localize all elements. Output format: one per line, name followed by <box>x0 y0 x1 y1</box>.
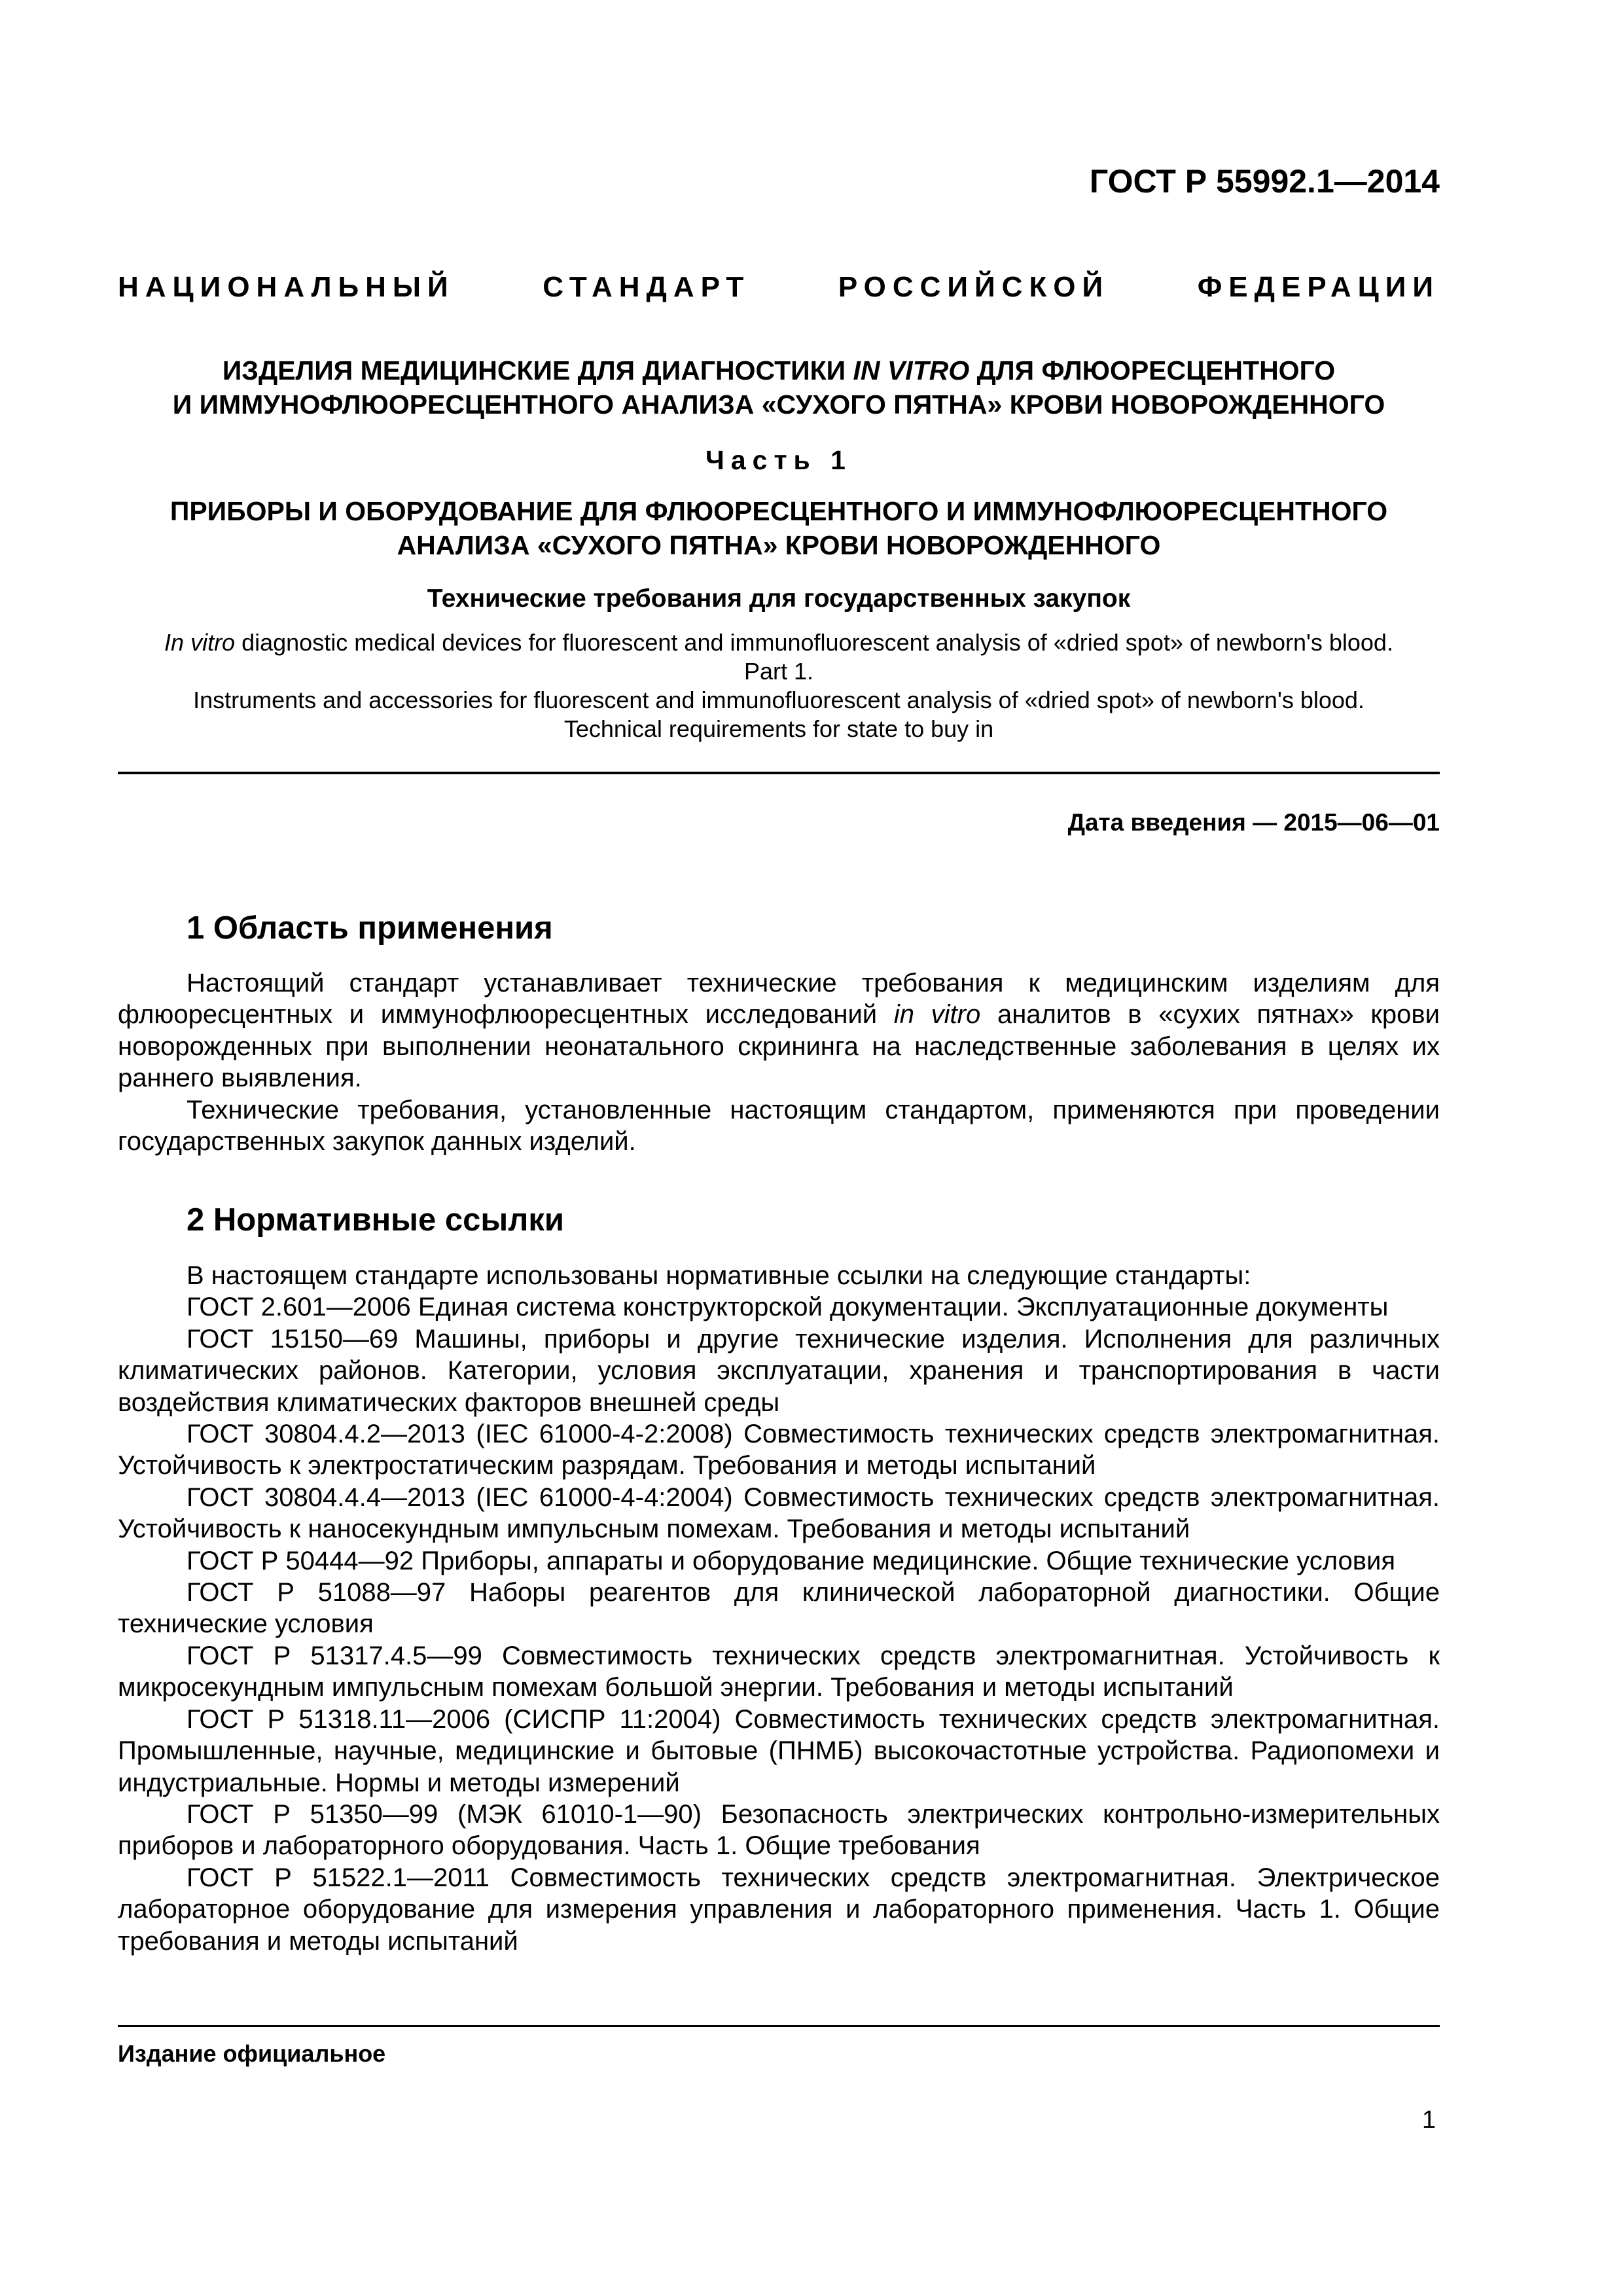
title-line-1: ИЗДЕЛИЯ МЕДИЦИНСКИЕ ДЛЯ ДИАГНОСТИКИ IN VITRO ДЛЯ ФЛЮОРЕСЦЕНТНОГО <box>222 355 1336 386</box>
part-title-line-2: АНАЛИЗА «СУХОГО ПЯТНА» КРОВИ НОВОРОЖДЕННОГО <box>397 530 1161 560</box>
reference-paragraph: ГОСТ Р 51350—99 (МЭК 61010-1—90) Безопасность электрических контрольно-измерительных приборов и лабораторного оборудования. Часть 1. Общие требования <box>118 1799 1440 1861</box>
english-title <box>118 628 1440 744</box>
reference-paragraph: ГОСТ 30804.4.4—2013 (IEC 61000-4-4:2004) Совместимость технических средств электромагнитная. Устойчивость к наносекундным импульсным помехам. Требования и методы испытаний <box>118 1482 1440 1544</box>
part-label: Часть 1 <box>705 445 852 475</box>
introduction-date: Дата введения — 2015—06—01 <box>1067 809 1440 836</box>
english-line-1: In vitro diagnostic medical devices for fluorescent and immunofluorescent analysis of «dried spot» of newborn's blood. <box>164 629 1393 656</box>
reference-paragraph: В настоящем стандарте использованы нормативные ссылки на следующие стандарты: <box>187 1261 1251 1290</box>
reference-paragraph: ГОСТ 2.601—2006 Единая система конструкторской документации. Эксплуатационные документы <box>187 1293 1389 1322</box>
page-number: 1 <box>1421 2106 1436 2134</box>
reference-paragraph: ГОСТ Р 51522.1—2011 Совместимость технических средств электромагнитная. Электрическое лабораторное оборудование для измерения управления и лабораторного применения. Часть 1. Общие требования и методы испытаний <box>118 1863 1440 1956</box>
section-2-title: 2 Нормативные ссылки <box>187 1202 564 1238</box>
reference-paragraph: ГОСТ Р 51318.11—2006 (СИСПР 11:2004) Совместимость технических средств электромагнитная. Промышленные, научные, медицинские и бытовые (ПНМБ) высокочастотные устройства. Радиопомехи и индустриальные. Нормы и методы измерений <box>118 1704 1440 1797</box>
part-title-line-1: ПРИБОРЫ И ОБОРУДОВАНИЕ ДЛЯ ФЛЮОРЕСЦЕНТНОГО И ИММУНОФЛЮОРЕСЦЕНТНОГО <box>169 496 1388 526</box>
section-1-body <box>118 967 1440 1157</box>
title-line-2: И ИММУНОФЛЮОРЕСЦЕНТНОГО АНАЛИЗА «СУХОГО ПЯТНА» КРОВИ НОВОРОЖДЕННОГО <box>172 389 1385 420</box>
english-line-4: Technical requirements for state to buy in <box>563 715 994 742</box>
national-standard-heading: НАЦИОНАЛЬНЫЙ СТАНДАРТ РОССИЙСКОЙ ФЕДЕРАЦИИ <box>118 271 1440 303</box>
footer-divider <box>118 2025 1440 2027</box>
subtitle: Технические требования для государственных закупок <box>427 584 1131 613</box>
official-edition-label: Издание официальное <box>118 2040 386 2067</box>
section-1-paragraph: Технические требования, установленные настоящим стандартом, применяются при проведении государственных закупок данных изделий. <box>118 1095 1440 1157</box>
document-number: ГОСТ Р 55992.1—2014 <box>1089 163 1440 200</box>
reference-paragraph: ГОСТ 30804.4.2—2013 (IEC 61000-4-2:2008) Совместимость технических средств электромагнитная. Устойчивость к электростатическим разрядам. Требования и методы испытаний <box>118 1420 1440 1480</box>
section-1-paragraph: Настоящий стандарт устанавливает технические требования к медицинским изделиям для флюоресцентных и иммунофлюоресцентных исследований in vitro аналитов в «сухих пятнах» крови новорожденных при выполнении неонатального скрининга на наследственные заболевания в целях их раннего выявления. <box>118 969 1440 1093</box>
reference-paragraph: ГОСТ Р 51317.4.5—99 Совместимость технических средств электромагнитная. Устойчивость к микросекундным импульсным помехам большой энергии. Требования и методы испытаний <box>118 1641 1440 1702</box>
section-1-title: 1 Область применения <box>187 910 553 946</box>
reference-paragraph: ГОСТ 15150—69 Машины, приборы и другие технические изделия. Исполнения для различных климатических районов. Категории, условия эксплуатации, хранения и транспортирования в части воздействия климатических факторов внешней среды <box>118 1324 1440 1417</box>
section-2-body <box>118 1260 1440 1957</box>
english-line-2: Part 1. <box>743 658 814 685</box>
english-line-3: Instruments and accessories for fluorescent and immunofluorescent analysis of «dried spot» of newborn's blood. <box>193 687 1364 713</box>
reference-paragraph: ГОСТ Р 51088—97 Наборы реагентов для клинической лабораторной диагностики. Общие технические условия <box>118 1578 1440 1639</box>
reference-paragraph: ГОСТ Р 50444—92 Приборы, аппараты и оборудование медицинские. Общие технические условия <box>187 1546 1395 1575</box>
title-divider <box>118 772 1440 774</box>
